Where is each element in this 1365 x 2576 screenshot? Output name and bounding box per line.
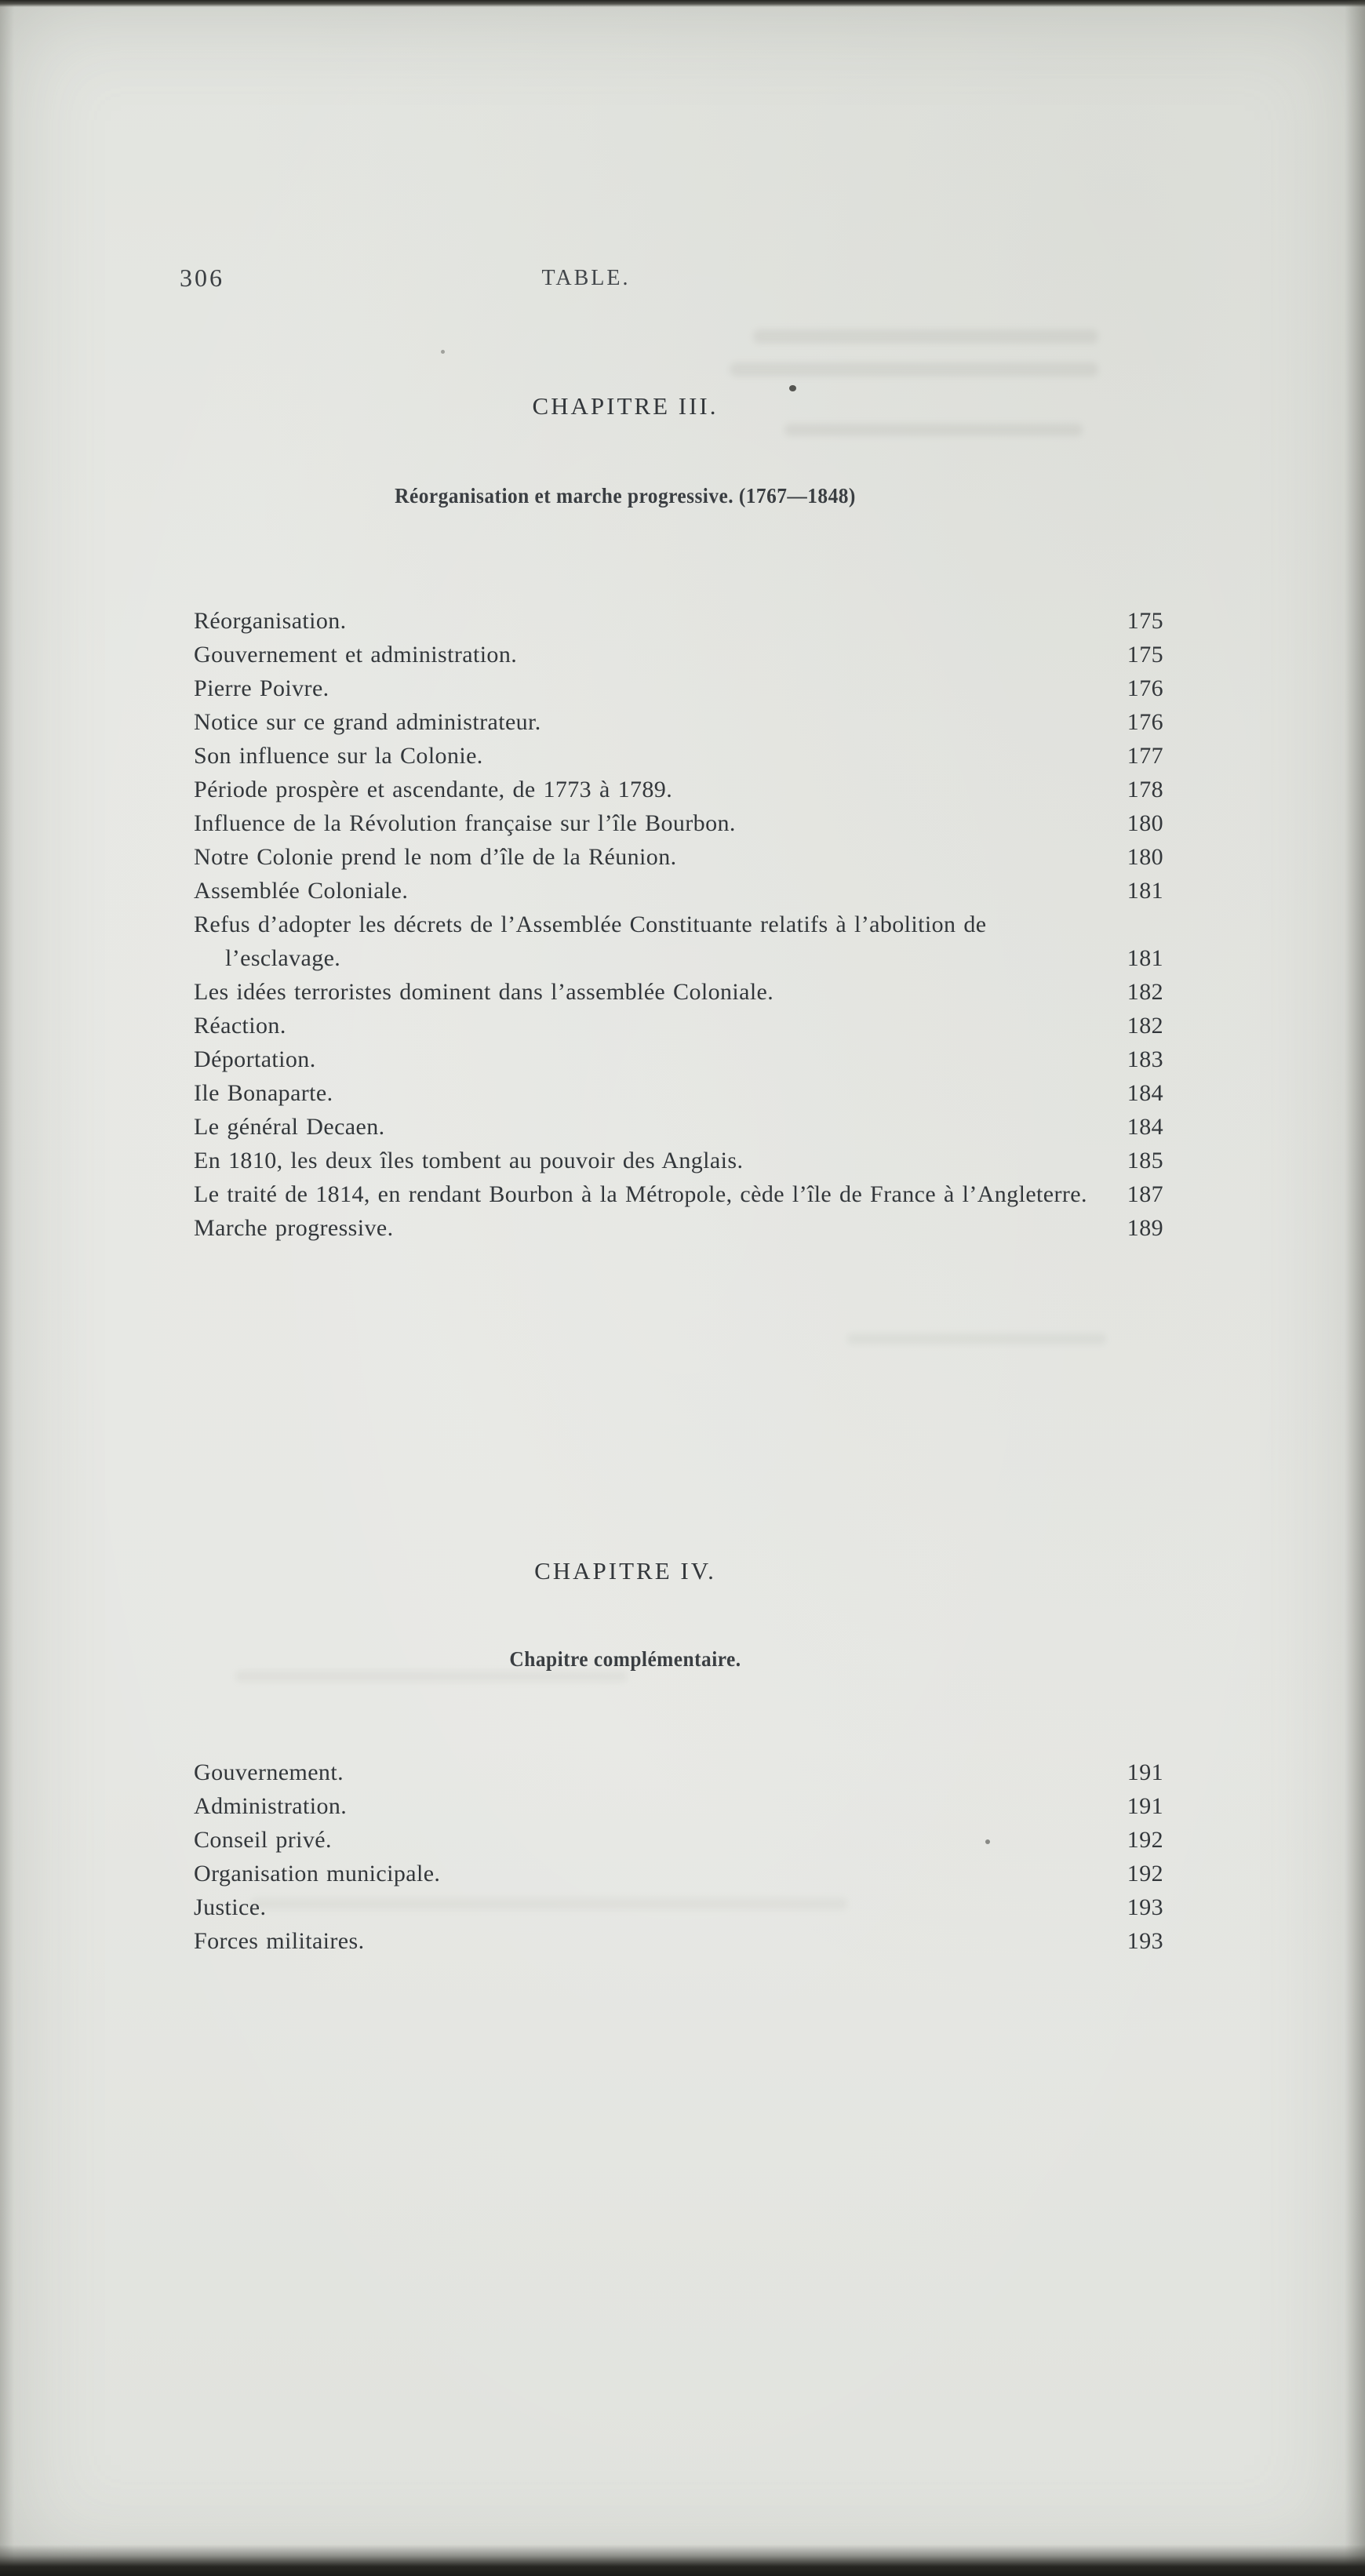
toc-entry-page: 192 bbox=[1127, 1861, 1163, 1887]
toc-entry-text: Forces militaires. bbox=[194, 1928, 365, 1954]
toc-entry-row bbox=[194, 773, 1163, 806]
toc-entry-row bbox=[194, 705, 1163, 739]
ink-speck bbox=[441, 350, 445, 354]
toc-entry-row bbox=[194, 1042, 1163, 1076]
toc-entry-page: 176 bbox=[1127, 709, 1163, 735]
toc-entry-page: 191 bbox=[1127, 1793, 1163, 1819]
toc-entry-row bbox=[194, 1924, 1163, 1958]
toc-entry-row bbox=[194, 1756, 1163, 1789]
toc-entry-row bbox=[194, 975, 1163, 1009]
toc-entry-page: 192 bbox=[1127, 1827, 1163, 1853]
toc-entry-row bbox=[194, 1789, 1163, 1823]
toc-entry-page: 177 bbox=[1127, 743, 1163, 769]
toc-entry-page: 178 bbox=[1127, 777, 1163, 802]
toc-entry-page: 193 bbox=[1127, 1928, 1163, 1954]
toc-entry-text: Gouvernement et administration. bbox=[194, 642, 518, 668]
toc-entry-text: Marche progressive. bbox=[194, 1215, 394, 1241]
toc-entry-page: 175 bbox=[1127, 608, 1163, 634]
toc-entry-row bbox=[194, 874, 1163, 908]
toc-entry-page: 175 bbox=[1127, 642, 1163, 668]
toc-entry-page: 180 bbox=[1127, 844, 1163, 870]
toc-entry-text: Organisation municipale. bbox=[194, 1861, 441, 1887]
toc-entry-page: 181 bbox=[1127, 945, 1163, 971]
scan-edge-top bbox=[0, 0, 1365, 7]
toc-entry-text: Influence de la Révolution française sur l’île Bourbon. bbox=[194, 810, 736, 836]
toc-entry-page: 184 bbox=[1127, 1080, 1163, 1106]
toc-entry-row bbox=[194, 1076, 1163, 1110]
toc-entry-row bbox=[194, 908, 1163, 975]
toc-entry-text: Refus d’adopter les décrets de l’Assemblée Constituante relatifs à l’abolition de l’esclavage. bbox=[194, 911, 987, 971]
toc-entry-text: Gouvernement. bbox=[194, 1759, 344, 1785]
toc-entry-page: 182 bbox=[1127, 1013, 1163, 1039]
toc-entry-page: 176 bbox=[1127, 675, 1163, 701]
toc-entry-text: Administration. bbox=[194, 1793, 348, 1819]
show-through-ghost bbox=[847, 1333, 1106, 1344]
toc-entry-text: Notice sur ce grand administrateur. bbox=[194, 709, 541, 735]
toc-entry-row bbox=[194, 604, 1163, 638]
toc-entry-row bbox=[194, 1211, 1163, 1245]
chapter-4-toc bbox=[194, 1756, 1163, 1958]
toc-entry-page: 189 bbox=[1127, 1215, 1163, 1241]
toc-entry-text: Déportation. bbox=[194, 1046, 316, 1072]
toc-entry-row bbox=[194, 1177, 1163, 1211]
toc-entry-text: Les idées terroristes dominent dans l’assemblée Coloniale. bbox=[194, 979, 774, 1005]
toc-entry-text: Assemblée Coloniale. bbox=[194, 878, 409, 904]
toc-entry-page: 193 bbox=[1127, 1894, 1163, 1920]
toc-entry-row bbox=[194, 1823, 1163, 1857]
show-through-ghost bbox=[784, 424, 1083, 436]
toc-entry-page: 187 bbox=[1127, 1181, 1163, 1207]
toc-entry-row bbox=[194, 840, 1163, 874]
toc-entry-row bbox=[194, 1857, 1163, 1890]
ink-speck bbox=[985, 1839, 990, 1844]
running-title: TABLE. bbox=[541, 266, 631, 290]
toc-entry-row bbox=[194, 671, 1163, 705]
chapter-3-heading: CHAPITRE III. bbox=[532, 392, 719, 420]
toc-entry-text: Pierre Poivre. bbox=[194, 675, 329, 701]
toc-entry-text: En 1810, les deux îles tombent au pouvoir des Anglais. bbox=[194, 1148, 744, 1173]
chapter-4-subtitle: Chapitre complémentaire. bbox=[509, 1647, 741, 1671]
toc-entry-page: 185 bbox=[1127, 1148, 1163, 1173]
show-through-ghost bbox=[235, 1671, 628, 1682]
toc-entry-row bbox=[194, 1110, 1163, 1144]
toc-entry-row bbox=[194, 638, 1163, 671]
toc-entry-page: 181 bbox=[1127, 878, 1163, 904]
toc-entry-text: Réaction. bbox=[194, 1013, 286, 1039]
chapter-3-toc bbox=[194, 604, 1163, 1245]
toc-entry-text: Notre Colonie prend le nom d’île de la Réunion. bbox=[194, 844, 677, 870]
chapter-4-heading: CHAPITRE IV. bbox=[534, 1557, 716, 1585]
scan-edge-right bbox=[1345, 0, 1365, 2576]
toc-entry-text: Son influence sur la Colonie. bbox=[194, 743, 483, 769]
toc-entry-text: Justice. bbox=[194, 1894, 267, 1920]
toc-entry-page: 184 bbox=[1127, 1114, 1163, 1140]
toc-entry-row bbox=[194, 1890, 1163, 1924]
toc-entry-row bbox=[194, 1144, 1163, 1177]
toc-entry-page: 183 bbox=[1127, 1046, 1163, 1072]
chapter-3-subtitle: Réorganisation et marche progressive. (1767—1848) bbox=[395, 484, 856, 508]
toc-entry-text: Ile Bonaparte. bbox=[194, 1080, 333, 1106]
toc-entry-text: Conseil privé. bbox=[194, 1827, 332, 1853]
scan-edge-left bbox=[0, 0, 14, 2576]
toc-entry-text: Période prospère et ascendante, de 1773 à 1789. bbox=[194, 777, 673, 802]
toc-entry-text: Le traité de 1814, en rendant Bourbon à la Métropole, cède l’île de France à l’Angleterre. bbox=[194, 1181, 1087, 1207]
toc-entry-text: Réorganisation. bbox=[194, 608, 347, 634]
show-through-ghost bbox=[730, 362, 1098, 377]
toc-entry-page: 180 bbox=[1127, 810, 1163, 836]
toc-entry-row bbox=[194, 1009, 1163, 1042]
toc-entry-page: 191 bbox=[1127, 1759, 1163, 1785]
toc-entry-row bbox=[194, 739, 1163, 773]
ink-speck bbox=[789, 385, 796, 391]
page-number: 306 bbox=[180, 264, 224, 292]
toc-entry-page: 182 bbox=[1127, 979, 1163, 1005]
show-through-ghost bbox=[753, 329, 1098, 344]
scan-edge-bottom bbox=[0, 2545, 1365, 2576]
running-head bbox=[180, 264, 1163, 298]
toc-entry-text: Le général Decaen. bbox=[194, 1114, 385, 1140]
toc-entry-row bbox=[194, 806, 1163, 840]
